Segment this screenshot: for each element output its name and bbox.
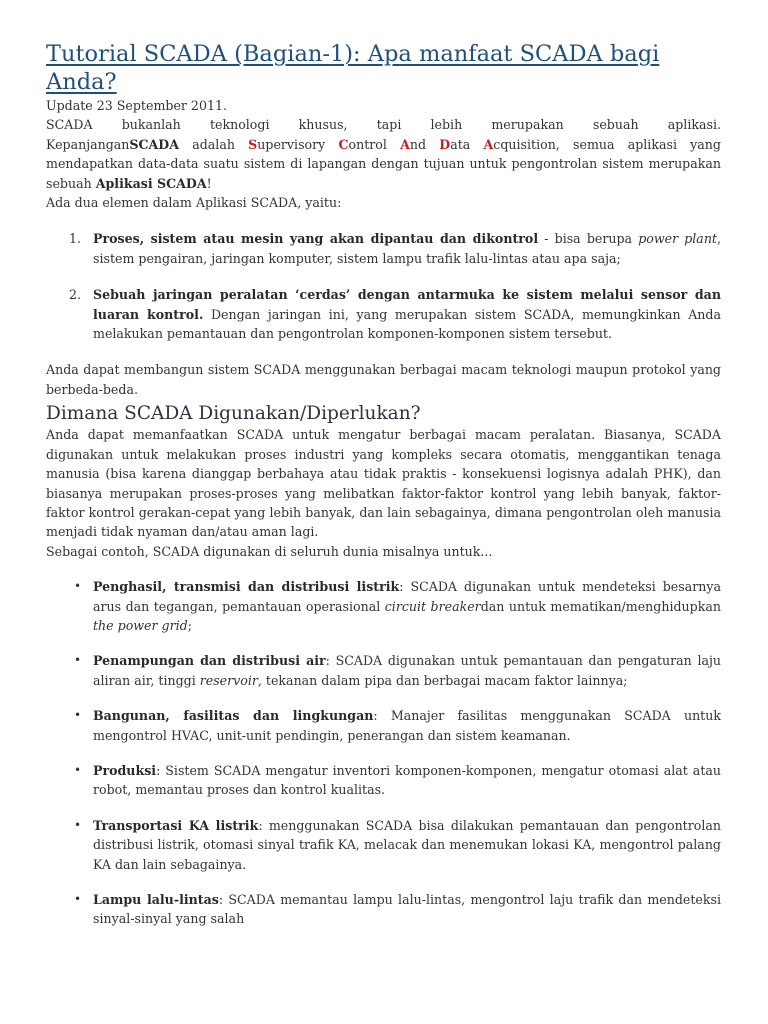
- section-heading: Dimana SCADA Digunakan/Diperlukan?: [46, 403, 421, 425]
- list-item: 2. Sebuah jaringan peralatan ‘cerdas’ dengan antarmuka ke sistem melalui sensor dan luaran kontrol. Dengan jaringan ini, yang merupakan sistem SCADA, memungkinkan Anda melakukan pemantauan dan pengontrolan komponen-komponen sistem tersebut.: [69, 287, 721, 342]
- bullet-icon: •: [74, 708, 82, 723]
- list-item: • Lampu lalu-lintas: SCADA memantau lampu lalu-lintas, mengontrol laju trafik dan mendeteksi sinyal-sinyal yang salah: [74, 892, 722, 927]
- section-paragraph: Anda dapat memanfaatkan SCADA untuk mengatur berbagai macam peralatan. Biasanya, SCADA digunakan untuk melakukan proses industri yang kompleks secara otomatis, menggantikan tenaga manusia (bisa karena dianggap berbahaya atau tidak praktis - konsekuensi logisnya adalah PHK), dan biasanya merupakan proses-proses yang melibatkan faktor-faktor kontrol yang lebih banyak, faktor-faktor kontrol gerakan-cepat yang lebih banyak, dan lain sebagainya, dimana pengontrolan oleh manusia menjadi tidak nyaman dan/atau aman lagi.: [46, 427, 721, 540]
- uses-list: [46, 577, 721, 929]
- list-item: • Bangunan, fasilitas dan lingkungan: Manajer fasilitas menggunakan SCADA untuk mengontrol HVAC, unit-unit pendingin, penerangan dan sistem keamanan.: [74, 708, 721, 743]
- list-item: • Penampungan dan distribusi air: SCADA digunakan untuk pemantauan dan pengaturan laju aliran air, tinggi reservoir, tekanan dalam pipa dan berbagai macam faktor lainnya;: [74, 653, 721, 688]
- bullet-icon: •: [74, 762, 82, 777]
- bullet-icon: •: [74, 579, 82, 594]
- list-item: • Produksi: Sistem SCADA mengatur inventori komponen-komponen, mengatur otomasi alat atau robot, memantau proses dan kontrol kualitas.: [74, 762, 721, 798]
- bullet-icon: •: [74, 653, 82, 668]
- list-item: • Penghasil, transmisi dan distribusi listrik: SCADA digunakan untuk mendeteksi besarnya arus dan tegangan, pemantauan operasional circuit breakerdan untuk mematikan/menghidupkan the power grid;: [74, 579, 721, 633]
- page-title[interactable]: Tutorial SCADA (Bagian-1): Apa manfaat SCADA bagi Anda?: [46, 41, 660, 95]
- update-date: Update 23 September 2011.: [46, 98, 227, 113]
- bullet-icon: •: [74, 817, 82, 832]
- list-item: 1. Proses, sistem atau mesin yang akan dipantau dan dikontrol - bisa berupa power plant, sistem pengairan, jaringan komputer, sistem lampu trafik lalu-lintas atau apa saja;: [69, 231, 722, 266]
- scada-definition: KepanjanganSCADA adalah Supervisory Control And Data Acquisition, semua aplikasi yang mendapatkan data-data suatu sistem di lapangan dengan tujuan untuk pengontrolan sistem merupakan sebuah Aplikasi SCADA!: [46, 136, 721, 191]
- list-item: • Transportasi KA listrik: menggunakan SCADA bisa dilakukan pemantauan dan pengontrolan distribusi listrik, otomasi sinyal trafik KA, melacak dan menemukan lokasi KA, mengontrol palang KA dan lain sebagainya.: [74, 817, 721, 872]
- elements-list: [46, 229, 721, 343]
- elements-intro: Ada dua elemen dalam Aplikasi SCADA, yaitu:: [46, 195, 342, 211]
- after-list-text: Anda dapat membangun sistem SCADA menggunakan berbagai macam teknologi maupun protokol yang berbeda-beda.: [46, 362, 721, 397]
- intro-line: SCADA bukanlah teknologi khusus, tapi lebih merupakan sebuah aplikasi.: [46, 117, 721, 133]
- bullet-icon: •: [74, 892, 82, 906]
- section-paragraph-example: Sebagai contoh, SCADA digunakan di seluruh dunia misalnya untuk...: [46, 543, 493, 559]
